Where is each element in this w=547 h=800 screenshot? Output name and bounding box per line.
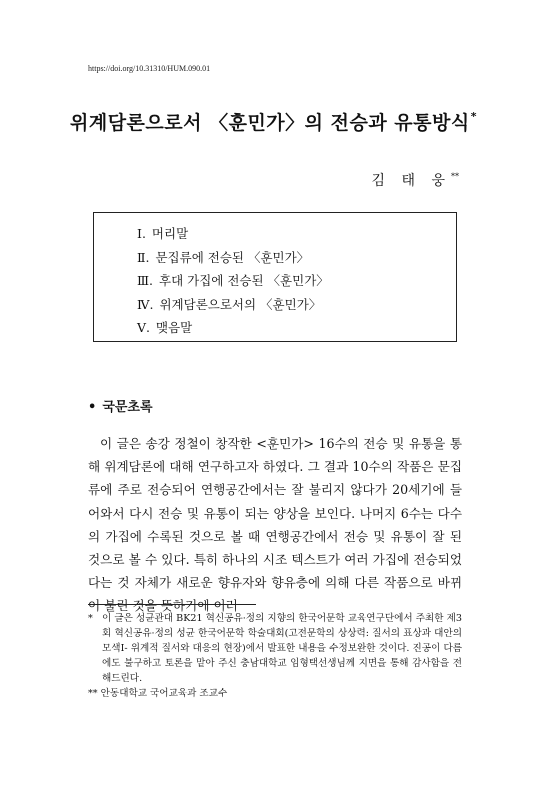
paper-title [0, 108, 547, 135]
doi-link[interactable]: https://doi.org/10.31310/HUM.090.01 [88, 64, 211, 73]
toc-item [137, 293, 329, 317]
toc-item-label: 위계담론으로서의 〈훈민가〉 [159, 296, 322, 312]
table-of-contents [93, 212, 457, 342]
toc-item-number: Ⅴ. [137, 320, 151, 335]
abstract-body: 이 글은 송강 정철이 창작한 <훈민가> 16수의 전승 및 유통을 통해 위계담론에 대해 연구하고자 하였다. 그 결과 10수의 작품은 문집류에 주로 전승되어 연행공간에서는 잘 불리지 않다가 20세기에 들어와서 다시 전승 및 유통이 되는 양상을 보인다. 나머지 6수는 다수의 가집에 수록된 것으로 볼 때 연행공간에서 전승 및 유통이 잘 된 것으로 볼 수 있다. 특히 하나의 시조 텍스트가 여러 가집에 전승되었다는 것 자체가 새로운 향유자와 향유층에 의해 다른 작품으로 바뀌어 불린 것을 뜻하기에 이러 [88, 436, 462, 614]
toc-list [137, 222, 329, 340]
toc-item-number: Ⅲ. [137, 273, 154, 288]
footnote-mark: * [88, 613, 93, 624]
paper-title-text: 위계담론으로서 〈훈민가〉의 전승과 유통방식 [70, 112, 470, 134]
footnote [88, 611, 462, 686]
toc-item-label: 머리말 [151, 226, 189, 241]
author [372, 170, 459, 190]
author-name: 김 태 웅 [371, 173, 451, 189]
title-footnote-mark: * [470, 110, 477, 123]
toc-item-label: 맺음말 [156, 320, 193, 335]
footnote-divider [88, 604, 256, 605]
toc-item [137, 316, 329, 340]
bullet-icon: • [88, 400, 97, 415]
toc-item [137, 222, 329, 246]
toc-item [137, 246, 329, 270]
footnote [88, 686, 462, 701]
footnote-text: 안동대학교 국어교육과 조교수 [100, 688, 228, 699]
toc-item [137, 269, 329, 293]
toc-item-label: 후대 가집에 전승된 〈훈민가〉 [159, 273, 329, 288]
toc-item-label: 문집류에 전승된 〈훈민가〉 [155, 249, 310, 265]
toc-item-number: Ⅳ. [137, 296, 154, 312]
author-footnote-mark: ** [451, 172, 459, 181]
footnote-text: 이 글은 성균관대 BK21 혁신공유·정의 지향의 한국어문학 교육연구단에서 주최한 제3회 혁신공유·정의 성균 한국어문학 학술대회(고전문학의 상상력: 질서의 표상과 대안의 모색Ⅰ- 위계적 질서와 대응의 현장)에서 발표한 내용을 수정보완한 것이다. 진공이 다름에도 불구하고 토론을 맡아 주신 충남대학교 임형택선생님께 지면을 통해 감사함을 전해드린다. [102, 613, 463, 684]
toc-item-number: Ⅱ. [137, 249, 150, 265]
abstract-heading [88, 396, 153, 415]
toc-item-number: Ⅰ. [137, 226, 146, 241]
abstract-heading-text: 국문초록 [102, 400, 153, 415]
footnotes [88, 611, 462, 701]
footnote-mark: ** [88, 688, 98, 699]
